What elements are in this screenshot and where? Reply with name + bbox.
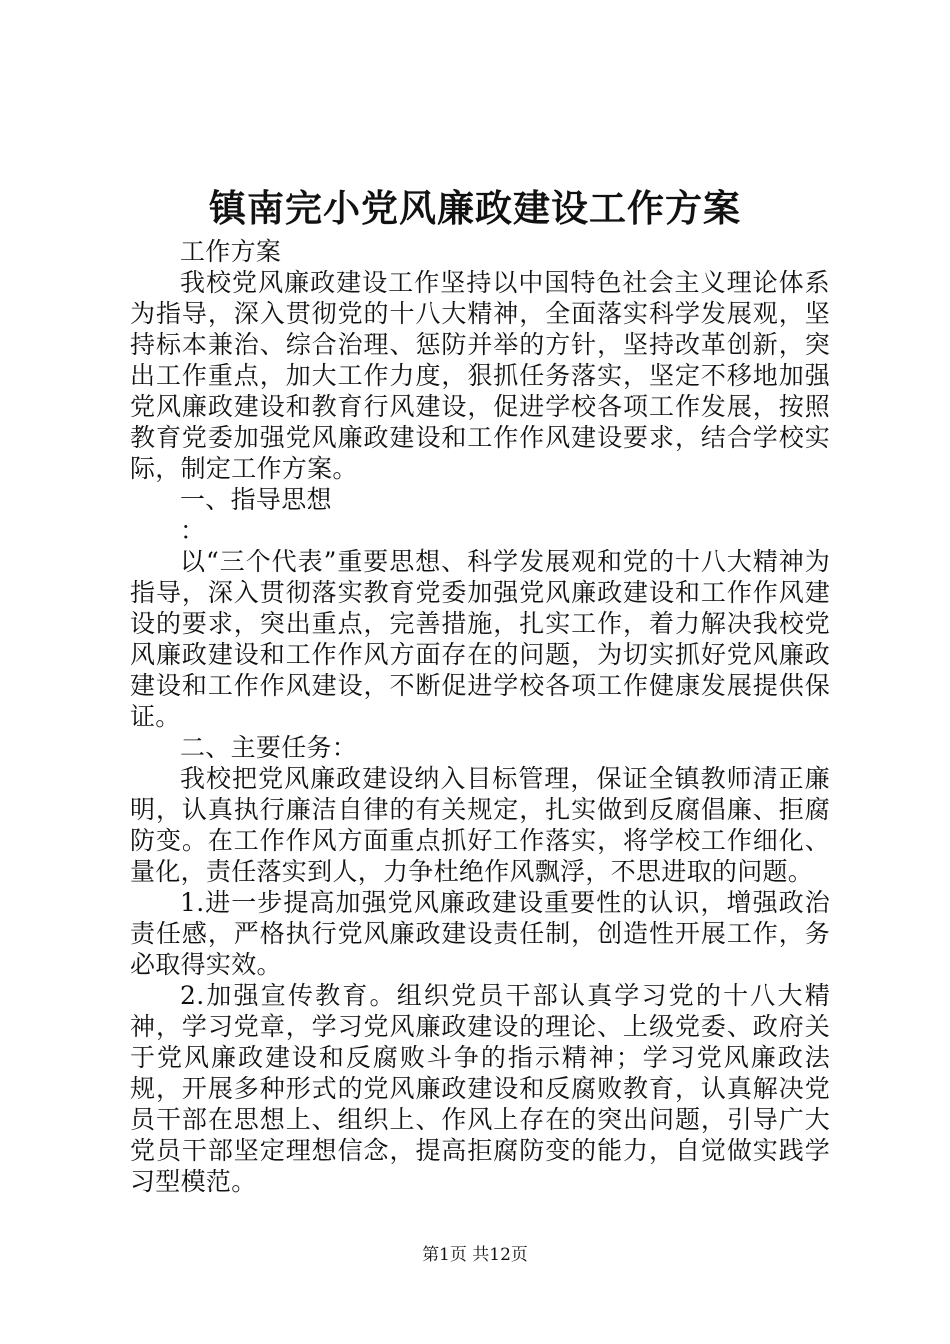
list-item-1: 1.进一步提高加强党风廉政建设重要性的认识，增强政治责任感，严格执行党风廉政建设责任制，创造性开展工作，务必取得实效。 <box>130 888 830 979</box>
section-heading-guiding-thought: 一、指导思想 <box>180 485 332 514</box>
paragraph-subtitle: 工作方案 <box>180 237 282 266</box>
section-heading-main-tasks: 二、主要任务： <box>180 733 358 762</box>
paragraph-main-tasks: 我校把党风廉政建设纳入目标管理，保证全镇教师清正廉明，认真执行廉洁自律的有关规定，扎实做到反腐倡廉、拒腐防变。在工作作风方面重点抓好工作落实，将学校工作细化、量化，责任落实到人，力争杜绝作风飘浮，不思进取的问题。 <box>130 764 830 886</box>
page-footer: 第1页 共12页 <box>422 1245 528 1265</box>
document-title: 镇南完小党风廉政建设工作方案 <box>209 186 741 230</box>
paragraph-colon: ： <box>180 516 206 545</box>
list-item-2: 2.加强宣传教育。组织党员干部认真学习党的十八大精神，学习党章，学习党风廉政建设的理论、上级党委、政府关于党风廉政建设和反腐败斗争的指示精神；学习党风廉政法规，开展多种形式的党风廉政建设和反腐败教育，认真解决党员干部在思想上、组织上、作风上存在的突出问题，引导广大党员干部坚定理想信念，提高拒腐防变的能力，自觉做实践学习型模范。 <box>130 981 830 1196</box>
document-body <box>130 236 830 1197</box>
paragraph-guiding-thought: 以“三个代表”重要思想、科学发展观和党的十八大精神为指导，深入贯彻落实教育党委加强党风廉政建设和工作作风建设的要求，突出重点，完善措施，扎实工作，着力解决我校党风廉政建设和工作作风方面存在的问题，为切实抓好党风廉政建设和工作作风建设，不断促进学校各项工作健康发展提供保证。 <box>130 547 830 731</box>
paragraph-intro: 我校党风廉政建设工作坚持以中国特色社会主义理论体系为指导，深入贯彻党的十八大精神，全面落实科学发展观，坚持标本兼治、综合治理、惩防并举的方针，坚持改革创新，突出工作重点，加大工作力度，狠抓任务落实，坚定不移地加强党风廉政建设和教育行风建设，促进学校各项工作发展，按照教育党委加强党风廉政建设和工作作风建设要求，结合学校实际，制定工作方案。 <box>130 268 830 483</box>
